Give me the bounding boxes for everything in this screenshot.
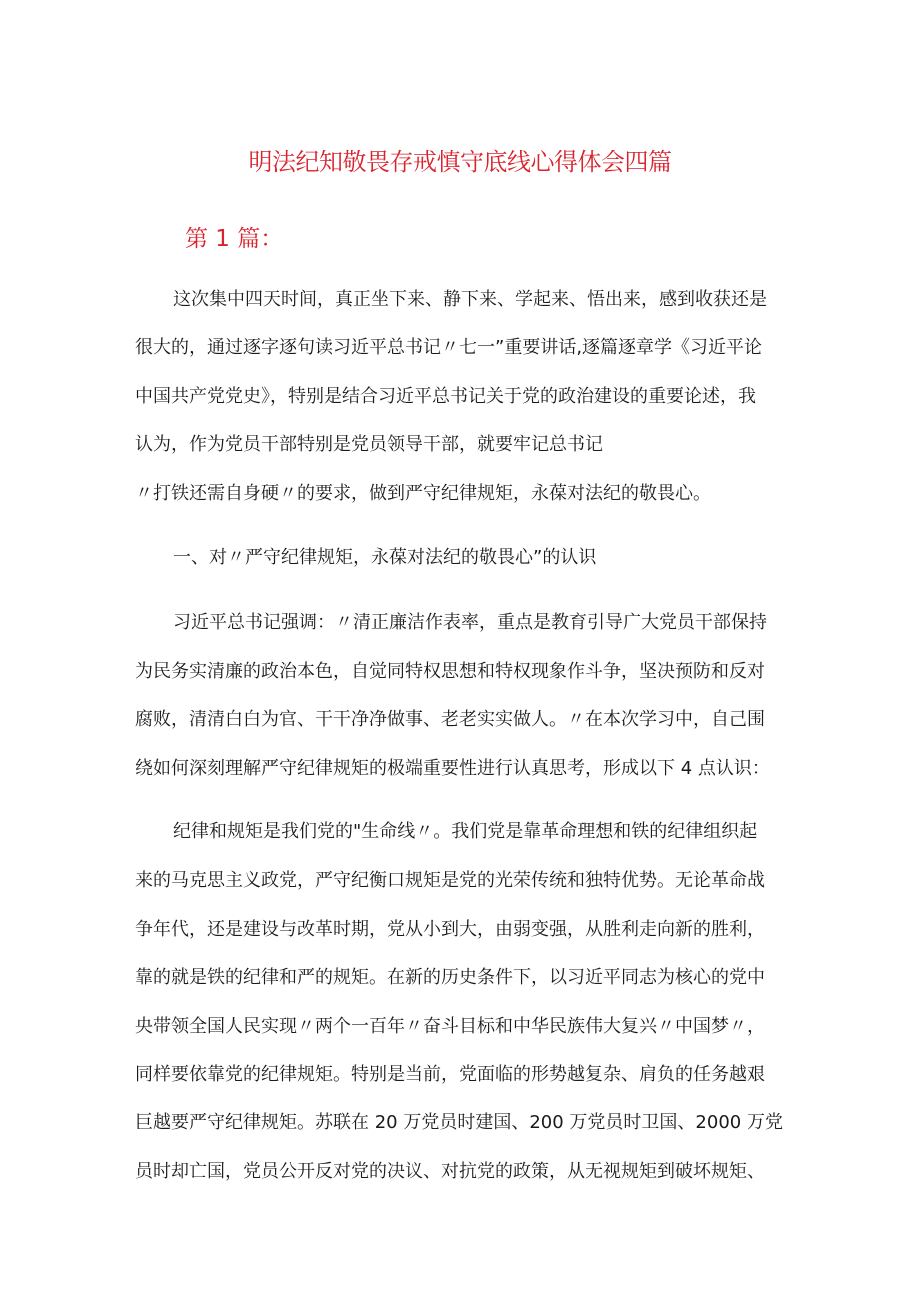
paragraph-3-line-7: 巨越要严守纪律规矩。苏联在 20 万党员时建国、200 万党员时卫国、2000 万党 [135,1112,783,1133]
section-heading-1: 一、对〃严守纪律规矩，永葆对法纪的敬畏心”的认识 [173,547,597,568]
paragraph-1-line-4: 认为，作为党员干部特别是党员领导干部，就要牢记总书记 [135,434,603,455]
paragraph-1-line-1: 这次集中四天时间，真正坐下来、静下来、学起来、悟出来，感到收获还是 [173,289,767,310]
paragraph-2-line-2: 为民务实清廉的政治本色，自觉同特权思想和特权现象作斗争，坚决预防和反对 [135,661,765,682]
paragraph-2-line-4: 绕如何深刻理解严守纪律规矩的极端重要性进行认真思考，形成以下 4 点认识： [135,758,770,779]
part-heading: 第 1 篇： [185,226,284,252]
paragraph-3-line-2: 来的马克思主义政党，严守纪衡口规矩是党的光荣传统和独特优势。无论革命战 [135,870,765,891]
paragraph-2-line-1: 习近平总书记强调：〃清正廉洁作表率，重点是教育引导广大党员干部保持 [173,612,767,633]
paragraph-1-line-2: 很大的，通过逐字逐句读习近平总书记〃七一”重要讲话,逐篇逐章学《习近平论 [135,337,763,358]
paragraph-3-line-3: 争年代，还是建设与改革时期，党从小到大，由弱变强，从胜利走向新的胜利， [135,919,765,940]
document-title: 明法纪知敬畏存戒慎守底线心得体会四篇 [248,148,672,176]
paragraph-3-line-6: 同样要依靠党的纪律规矩。特别是当前，党面临的形势越复杂、肩负的任务越艰 [135,1064,765,1085]
paragraph-1-line-3: 中国共产党党史》，特别是结合习近平总书记关于党的政治建设的重要论述，我 [135,386,756,407]
paragraph-2-line-3: 腐败，清清白白为官、干干净净做事、老老实实做人。〃在本次学习中，自己围 [135,709,765,730]
paragraph-1-line-5: 〃打铁还需自身硬〃的要求，做到严守纪律规矩，永葆对法纪的敬畏心。 [135,483,711,504]
paragraph-3-line-8: 员时却亡国，党员公开反对党的决议、对抗党的政策，从无视规矩到破坏规矩、 [135,1161,765,1182]
paragraph-3-line-4: 靠的就是铁的纪律和严的规矩。在新的历史条件下，以习近平同志为核心的党中 [135,967,765,988]
paragraph-3-line-1: 纪律和规矩是我们党的"生命线〃。我们党是靠革命理想和铁的纪律组织起 [173,821,758,842]
paragraph-3-line-5: 央带领全国人民实现〃两个一百年〃奋斗目标和中华民族伟大复兴〃中国梦〃， [135,1016,765,1037]
